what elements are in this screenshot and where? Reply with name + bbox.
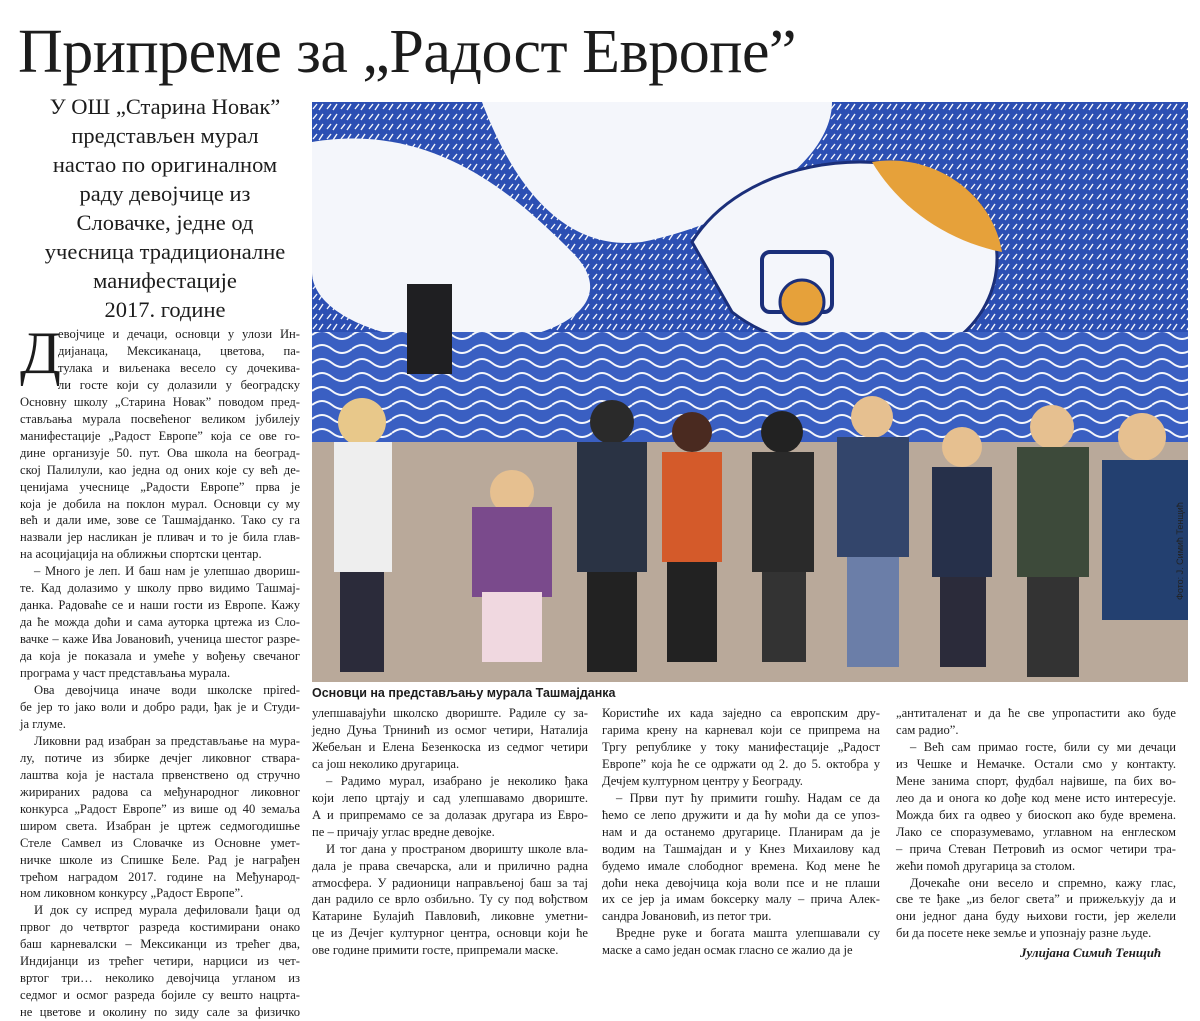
photo-credit: Фото: Ј. Симић Тенщић [1175,502,1185,600]
deck-line: представљен мурал [71,123,259,148]
deck-line: манифестације [93,268,237,293]
text-line: већ и дали име, зове се Ташмајданко. Тако су га [20,513,300,528]
text-line: „антиталенат и да ће све упропастити ако буде [896,706,1176,720]
text-line: Користиће их када заједно са европским дру- [602,706,880,720]
text-line: лу, потиче из збирке дечјег ликовног стварa- [20,750,300,765]
article-column-4 [896,705,1176,945]
text-line: вачке – каже Ива Јовановић, ученица шестог разре- [20,632,300,647]
text-line: их се јер ја имам боксерку малу – прича Алек- [602,892,880,907]
text-line: нам и да останемо другарице. Планирам да је [602,824,880,839]
article-column-1 [20,320,300,1020]
text-line: жећи помоћ другарица за столом. [896,858,1076,873]
text-line: водим на Ташмајдан и у Кнез Михаилову кад [602,841,880,856]
text-line: – Много је леп. И баш нам је улепшао двориш- [34,564,300,579]
text-line: И тог дана у пространом дворишту школе вла- [326,841,588,856]
text-line: данка. Радоваће се и наши гости из Европе. Кажу [20,598,300,613]
text-line: сандра Јовановић, из петог три. [602,909,772,924]
text-line: трећом наградом 2017. године на Међународ- [20,869,300,884]
deck-line: 2017. године [104,297,226,322]
deck-line: У ОШ „Старина Новак” [49,94,281,119]
text-line: назвали јер насликан је пливач и то је била глав- [20,530,300,545]
text-line: Стеле Самвел из Словачке из Основне умет- [20,835,300,850]
text-line: ћемо се лепо дружити и да ћу моћи да се упоз- [602,807,880,822]
deck-subheadline [24,92,306,324]
text-line: Лако се споразумевамо, углавном на енглеском [896,824,1176,839]
text-line: лео да и онога ко дође код мене исто интересује. [896,790,1176,805]
text-line: будемо имале слободног времена. Код мене ће [602,858,880,873]
text-line: Катарине Булајић Павловић, ликовне уметни- [312,909,588,924]
text-line: дан радило се врло озбиљно. Ту су под вођством [312,892,588,907]
text-line: – прича Стеван Петровић из осмог четири тра- [896,841,1176,856]
text-line: стављања мурала посвећеног великом јубилеју [20,411,300,426]
text-line: бе јер то јако воли и добро ради, ђак је и Студи- [20,699,300,714]
headline: Припреме за „Радост Европе” [18,18,796,86]
text-line: дала је права свечарска, али и прилично радна [312,858,588,873]
deck-line: раду девојчице из [79,181,251,206]
text-line: евојчице и дечаци, основци у улози Ин- [58,327,300,341]
text-line: А и припремамо се за долазак другара из Евро- [312,807,588,822]
deck-line: учесница традиционалне [44,239,286,264]
text-line: Мене занима спорт, фудбал највише, па бих во- [896,773,1176,788]
text-line: Тргу републике у току манифестације „Радост [602,739,880,754]
text-line: из Чешке и Немачке. Остали смо у контакту. [896,756,1176,771]
text-line: Вредне руке и богата машта улепшавали су [616,926,880,941]
text-line: дијанаца, Мексиканаца, цветова, па- [58,343,300,358]
text-line: – Радимо мурал, изабрано је неколико ђака [326,773,588,788]
text-line: они једног дана буду њихови гости, јер желели [896,909,1176,924]
text-line: доћи нека девојчица која воли псе и не плаши [602,875,880,890]
text-line: конкурса „Радост Европе” из више од 40 земаља [20,801,300,816]
text-line: вртог три… неколико девојчица угланом из [20,971,300,986]
text-line: програма у част представљања мурала. [20,666,231,681]
text-line: – Већ сам примао госте, били су ми дечаци [910,739,1176,754]
text-line: улепшавајући школско двориште. Радиле су за- [312,706,588,720]
deck-line: настао по оригиналном [52,152,278,177]
article-photo [312,102,1188,682]
text-line: не цветове и околину по зиду сале за физичко [20,1005,300,1020]
text-line: ничке школе из Спишке Беле. Рад је награђен [20,852,300,867]
text-line: Основну школу „Старина Новак” поводом пред- [20,394,300,409]
photo-caption: Основци на представљању мурала Ташмајданка [312,686,616,700]
text-line: манифестације „Радост Европе” која се ове го- [20,428,300,443]
text-line: Дочекаће они весело и спремно, кажу глас, [910,875,1176,890]
text-line: би да посете неке земље и упознају разне људе. [896,926,1152,941]
text-line: ли госте који су долазили у београдску [58,377,300,392]
text-line: Индијанци из трећег четири, нарциси из чет- [20,954,300,969]
text-line: – Први пут ћу примити гошћу. Надам се да [616,790,880,805]
text-line: која је добила на поклон мурал. Основци су му [20,496,300,511]
text-line: седмог и осмог разреда бојиле су вешто нацрта- [20,988,300,1003]
author-signature: Јулијана Симић Тенщић [1020,945,1162,960]
deck-line: Словачке, једне од [76,210,254,235]
text-line: Дечјем културном центру у Београду. [602,773,803,788]
text-line: Можда бих га одвео у биоскоп ако буде времена. [896,807,1176,822]
text-line: це из Дечјег културног центра, основци који ће [312,926,588,941]
text-line: атмосфера. У радионици направљеној баш за тај [312,875,588,890]
text-line: ове године примити госте, припремали маске. [312,943,559,958]
text-line: пе – причају углас вредне девојке. [312,824,495,839]
text-line: да ће можда доћи и сама ауторка цртежа из Сло- [20,615,300,630]
text-line: тулака и виљенака весело су дочекива- [58,360,300,375]
text-line: све те ђаке „из белог света” и прижељкују да и [896,892,1176,907]
text-line: широм света. Изабран је цртеж седмогодишње [20,818,300,833]
text-line: ценијама учеснице „Радости Европе” прва је [20,479,300,494]
text-line: баш карневалски – Мексиканци из трећег два, [20,937,300,952]
article-column-3 [602,705,880,958]
text-line: првог до четвртог разреда костимирани онако [20,920,300,935]
text-line: Европе” која ће се одржати од 2. до 5. октобра у [602,756,880,771]
text-line: маске а само један осмак гласно се жалио да је [602,943,853,958]
mural-photo-illustration [312,102,1188,682]
text-line: који лепо цртају и сад улепшавамо двориште. [312,790,588,805]
text-line: ном ликовном конкурсу „Радост Европе”. [20,886,244,901]
text-line: Ова девојчица иначе води школске прired- [34,683,300,698]
text-line: да која је показала и умеће у вођењу свечаног [20,649,300,664]
text-line: Ликовни рад изабран за представљање на мура- [34,733,300,748]
article-column-2 [312,705,588,958]
text-line: једно Дуња Трнинић из осмог четири, Наталија [312,722,588,737]
text-line: те. Кад долазимо у школу прво видимо Ташмај- [20,581,300,596]
drop-cap: Д [20,320,61,386]
text-line: дине организује 50. пут. Ова школа на београд- [20,445,300,460]
text-line: гарима крену на карневал који се припрема на [602,722,880,737]
text-line: Жебељан и Елена Безенкоска из седмог четири [312,739,588,754]
text-line: сам радио”. [896,722,959,737]
text-line: на асоцијација на оближњи спортски центар. [20,547,262,562]
text-line: ја глуме. [20,716,66,731]
text-line: лаштва која је настала првенствено од стручно [20,767,300,782]
text-line: ској Палилули, као једна од оних које су већ де- [20,462,300,477]
text-line: И док су испред мурала дефиловали ђаци од [34,903,300,918]
text-line: жирираних радова са међународног ликовног [20,784,300,799]
text-line: са још неколико другарица. [312,756,460,771]
